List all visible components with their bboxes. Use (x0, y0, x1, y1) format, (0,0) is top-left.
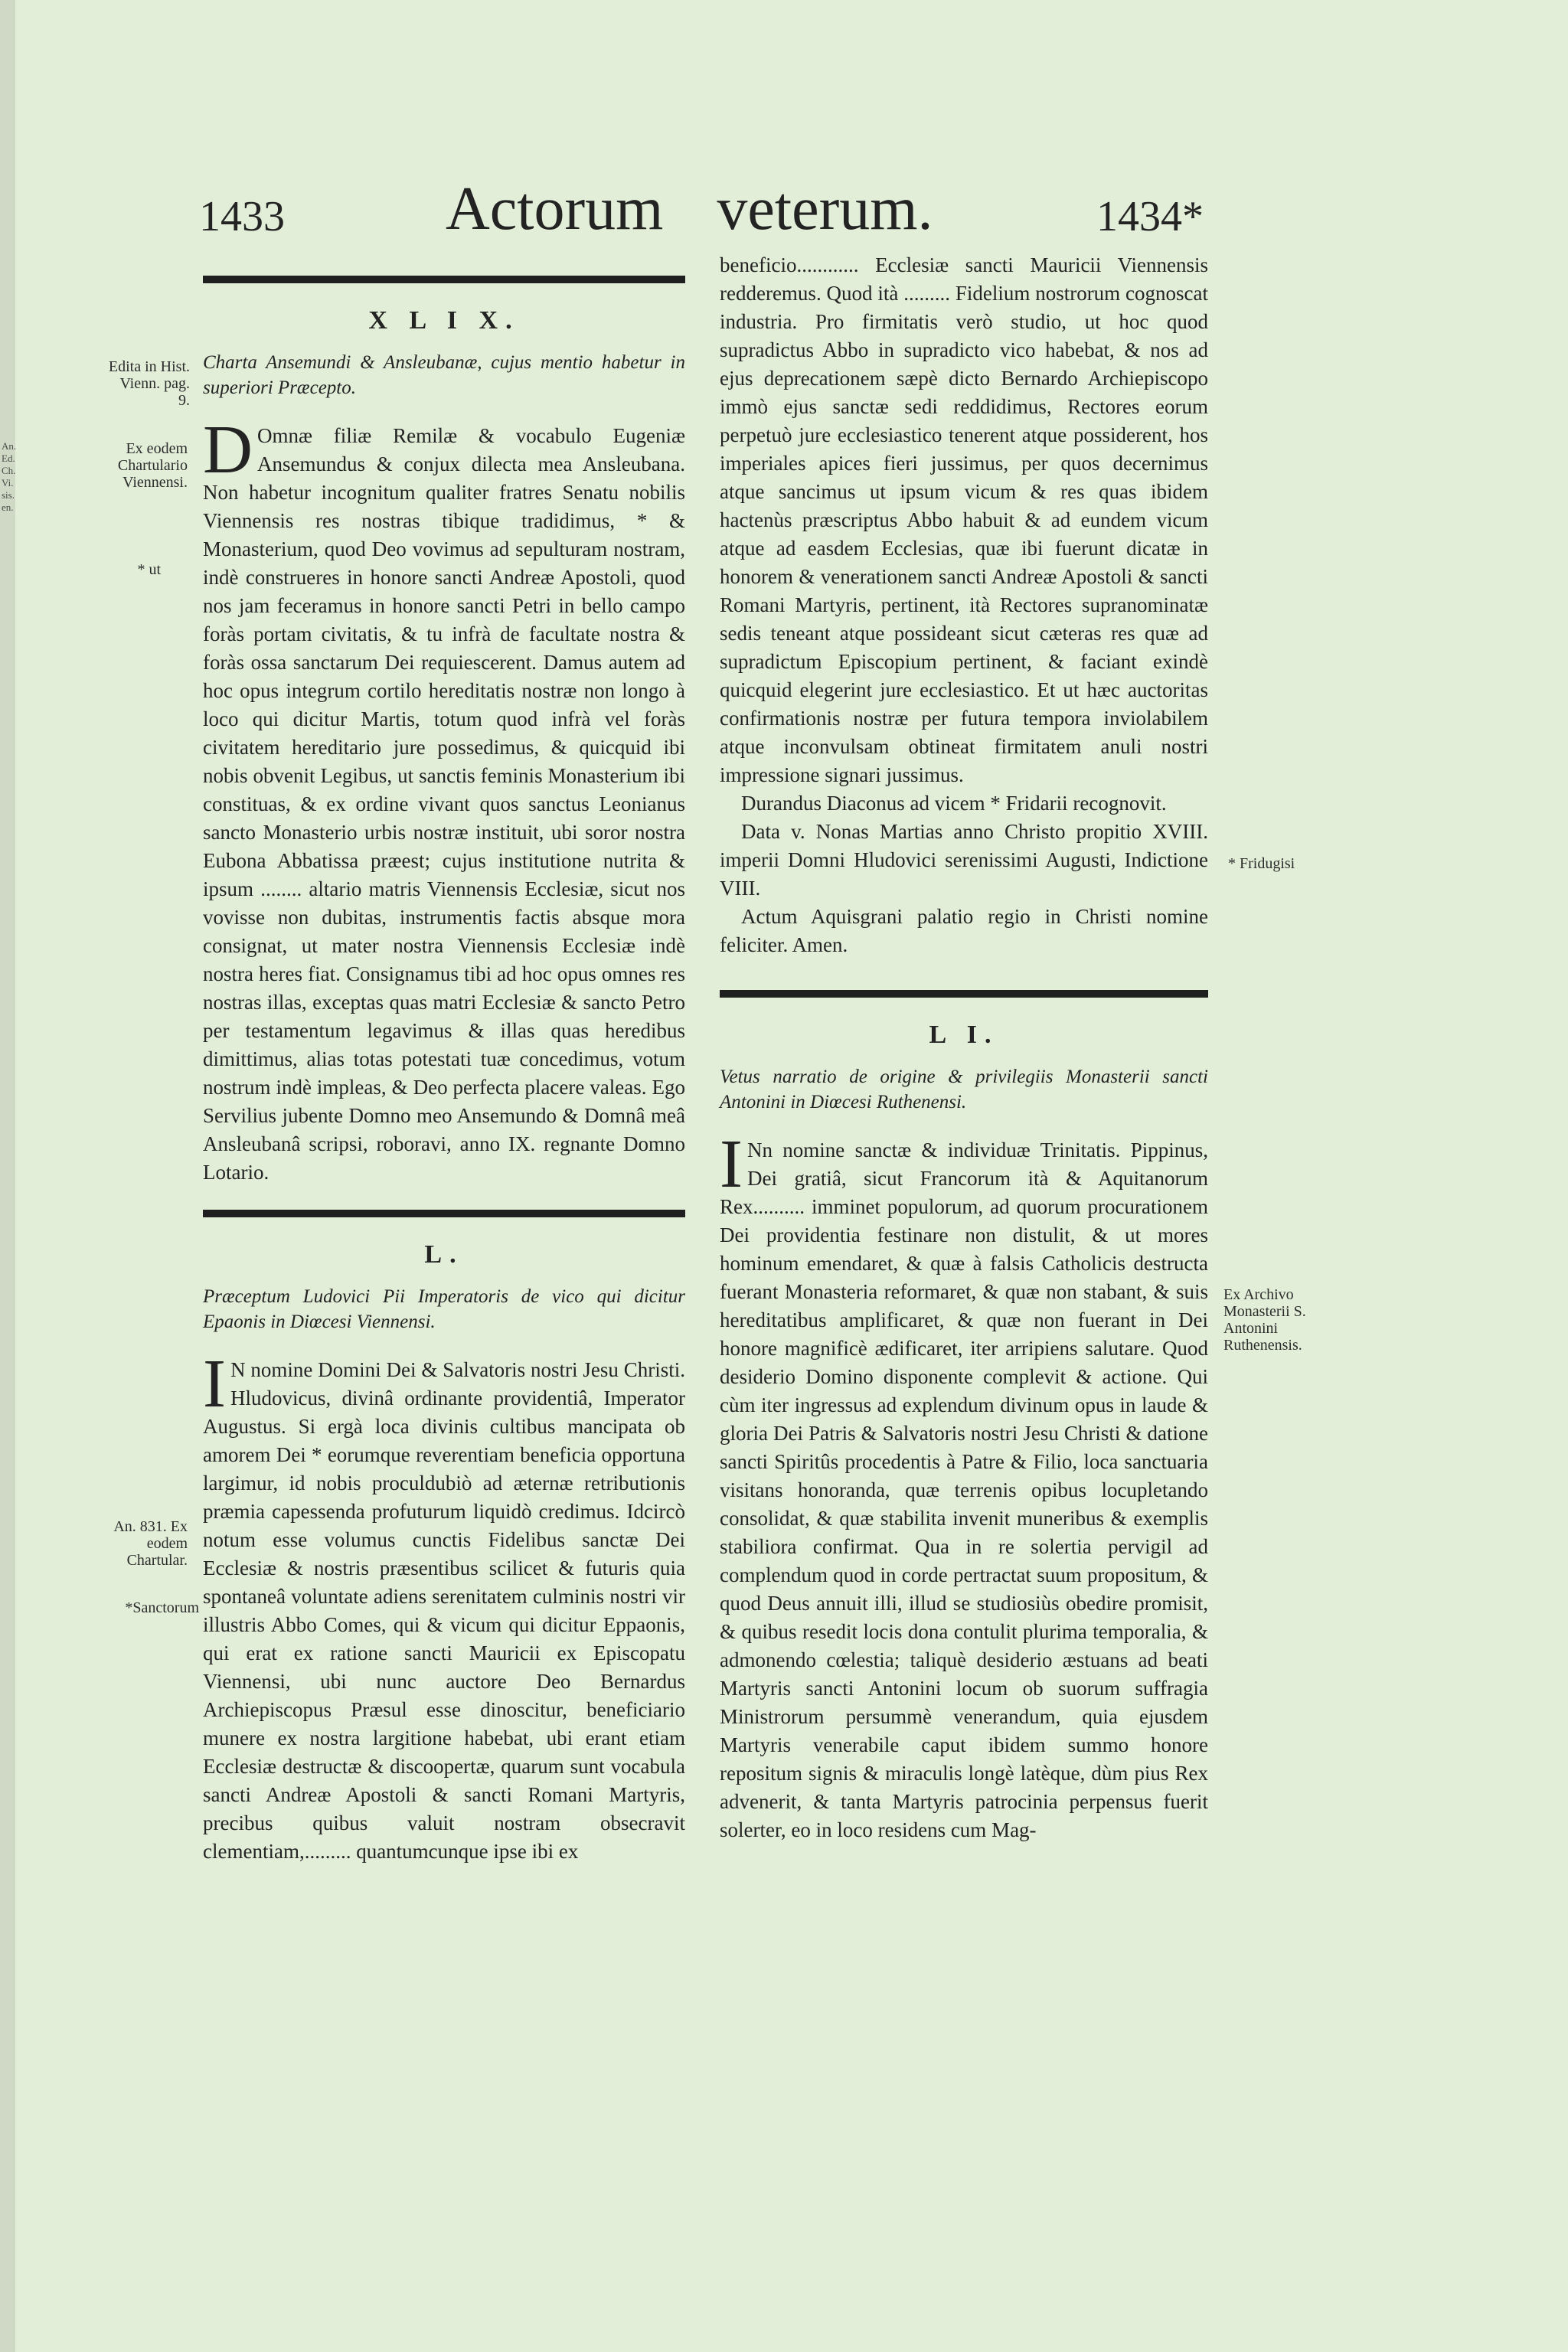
section-rule (720, 990, 1208, 998)
right-column (720, 251, 1208, 1844)
margin-note-an-831: An. 831. Ex eodem Chartular. (113, 1518, 188, 1569)
doc-heading-li: Vetus narratio de origine & privilegiis Monasterii sancti Antonini in Diœcesi Ruthenensi. (720, 1067, 1208, 1112)
page-number-left: 1433 (199, 193, 285, 240)
doc-body-li (720, 1126, 1208, 1844)
doc-number-li: L I. (929, 1021, 999, 1049)
page-number-right: 1434* (1096, 193, 1204, 240)
drop-capital: I (203, 1346, 226, 1422)
running-title: Actorum veterum. (446, 175, 933, 243)
cropped-margin-notes (2, 440, 17, 514)
doc-body-xlix (203, 412, 685, 1187)
doc-text-l-part2: beneficio............ Ecclesiæ sancti Mauricii Viennensis redderemus. Quod ità ......... Fidelium nostrorum cognoscat industria. Pro firmitatis verò studio, ut hoc quod supradictus Abbo in supradicto vico habebat, & nos ad ejus deprecationem sæpè dicto Bernardo Archiepiscopo immò ejus sanctæ sedi reddidimus, Rectores eorum perpetuò jure ecclesiastico tenerent atque possiderent, hos imperiales apices fieri jussimus, per quos decernimus atque sancimus ut ipsum vicum & res quas ibidem hactenùs præscriptus Abbo habuit & ad eundem vicum atque ad easdem Ecclesias, quæ ibi fuerunt dicatæ in honorem & venerationem sancti Andreæ Apostoli & sancti Romani Martyris, pertinent, ità Rectores supranominatæ sedis teneant atque possideant sicut cæteras res quæ ad supradictum Episcopium pertinent, & faciant exindè quicquid elegerint jure ecclesiastico. Et ut hæc auctoritas confirmationis nostræ per futura tempora inviolabilem atque inconvulsam obtineat firmitatem anuli nostri impressione signari jussimus. (720, 253, 1208, 786)
margin-note-ut: * ut (137, 561, 161, 578)
edge-note: Vi. (2, 477, 14, 488)
margin-note-edita: Edita in Hist. Vienn. pag. 9. (108, 358, 190, 409)
doc-l-actum: Actum Aquisgrani palatio regio in Christi nomine feliciter. Amen. (720, 905, 1208, 956)
doc-l-data: Data v. Nonas Martias anno Christo propitio XVIII. imperii Domni Hludovici serenissimi Augusti, Indictione VIII. (720, 820, 1208, 900)
edge-note: An. (2, 440, 17, 452)
doc-number-xlix: X L I X. (368, 306, 520, 335)
doc-text-xlix: Omnæ filiæ Remilæ & vocabulo Eugeniæ Ansemundus & conjux dilecta mea Ansleubana. Non habetur incognitum qualiter fratres Senatu nobilis Viennensis res nostras tibique tradidimus, * & Monasterium, quod Deo vovimus ad sepulturam nostram, indè construeres in honore sancti Andreæ Apostoli, quod nos jam feceramus in honore sancti Petri in bello campo foràs portam civitatis, & tu infrà de facultate nostra & foràs ossa sanctarum Dei requiescerent. Damus autem ad hoc opus integrum cortilo hereditatis nostræ non longo à loco qui dicitur Martis, totum quod infrà vel foràs civitatem hereditario jure possedimus, & quicquid ibi nobis obvenit Legibus, ut sanctis feminis Monasterium ibi constituas, & ex ordine vivant quos sanctus Leonianus sancto Monasterio urbis nostræ instituit, ubi soror nostra Eubona Abbatissa præest; cujus institutione nutrita & ipsum ........ altario matris Viennensis Ecclesiæ, sicut nos vovisse non dubitas, instrumentis factis absque mora consignat, ut mater nostra Viennensis Ecclesiæ indè nostra heres fiat. Consignamus tibi ad hoc opus omnes res nostras illas, exceptas quas matri Ecclesiæ & sancto Petro per testamentum legavimus & illas quas heredibus dimittimus, alias totas potestati tuæ concedimus, votum nostrum indè impleas, & Deo perfecta placere valeas. Ego Servilius jubente Domno meo Ansemundo & Domnâ meâ Ansleubanâ scripsi, roboravi, anno IX. regnante Domno Lotario. (203, 424, 685, 1184)
drop-capital: D (203, 412, 253, 488)
margin-note-ex-archivo: Ex Archivo Monasterii S. Antonini Ruthenensis. (1223, 1286, 1306, 1354)
doc-body-l (203, 1346, 685, 1866)
doc-text-l-part1: N nomine Domini Dei & Salvatoris nostri Jesu Christi. Hludovicus, divinâ ordinante providentiâ, Imperator Augustus. Si ergà loca divinis cultibus mancipata ob amorem Dei * eorumque reverentiam beneficia opportuna largimur, id nobis proculdubiò ad æternæ retributionis præmia capessenda profuturum liquidò credimus. Idcircò notum esse volumus cunctis Fidelibus sanctæ Dei Ecclesiæ & nostris præsentibus scilicet & futuris quia spontaneâ voluntate adiens serenitatem culminis nostri vir illustris Abbo Comes, qui & vicum qui dicitur Eppaonis, qui erat ex ratione sancti Mauricii ex Episcopatu Viennensi, ubi nunc auctore Deo Bernardus Archiepiscopus Præsul esse dinoscitur, beneficiario munere ex nostra largitione habebat, ubi erant etiam Ecclesiæ destructæ & discoopertæ, quarum sunt vocabula sancti Andreæ Apostoli & sancti Romani Martyris, precibus quibus valuit nostram obsecravit clementiam,......... quantumcunque ipse ibi ex (203, 1358, 685, 1863)
edge-note: en. (2, 501, 14, 513)
margin-note-fridugisi: * Fridugisi (1228, 855, 1295, 872)
edge-note: Ch. (2, 465, 16, 476)
doc-heading-l: Præceptum Ludovici Pii Imperatoris de vico qui dicitur Epaonis in Diœcesi Viennensi. (203, 1286, 685, 1332)
left-column (203, 276, 685, 1866)
doc-l-recognovit: Durandus Diaconus ad vicem * Fridarii recognovit. (741, 792, 1167, 815)
drop-capital: I (720, 1126, 743, 1202)
binding-gutter (0, 0, 15, 2352)
doc-number-l: L. (424, 1240, 464, 1269)
section-rule (203, 1210, 685, 1217)
doc-heading-xlix: Charta Ansemundi & Ansleubanæ, cujus mentio habetur in superiori Præcepto. (203, 352, 685, 398)
section-rule (203, 276, 685, 283)
doc-text-li: Nn nomine sanctæ & individuæ Trinitatis. Pippinus, Dei gratiâ, sicut Francorum ità & Aquitanorum Rex.......... imminet populorum, ad quorum procurationem Dei providentia festinare non distulit, & ut mores hominum emendaret, & quæ à falsis Catholicis destructa fuerant Monasteria reformaret, & quæ non stabant, & suis hereditatibus amplificaret, & quæ non fuerant in Dei honore magnificè ædificaret, iter arripiens salutare. Quod desiderio Domino disponente complevit & actione. Qui cùm iter ingressus ad explendum divinum opus in laude & gloria Dei Patris & Salvatoris nostri Jesu Christi & datione sancti Spiritûs procedentis à Patre & Filio, loca sanctuaria visitans honoranda, quæ terrenis opibus locupletando consolidat, & quæ stabilita invenit muneribus & exemplis stabiliora confirmat. Qua in re solertia pervigil ad complendum quod in corde pertractat suum propositum, & quod Deus annuit illi, illud se studiosiùs obedire promisit, & quibus resedit locis dona contulit plurima temporalia, & admonendo cœlestia; taliquè desiderio æstuans ad beati Martyris sancti Antonini locum ob suorum suffragia Ministrorum persummè venerandum, quia ejusdem Martyris venerabile caput ibidem summo honore repositum signis & miraculis longè latèque, dùm pius Rex advenerit, & tanta Martyris patrocinia perpensus fuerit solerter, eo in loco residens cum Mag- (720, 1138, 1208, 1841)
margin-note-ex-eodem: Ex eodem Chartulario Viennensi. (117, 440, 188, 491)
edge-note: Ed. (2, 452, 15, 464)
margin-note-sanctorum: *Sanctorum (125, 1599, 199, 1616)
edge-note: sis. (2, 489, 15, 501)
